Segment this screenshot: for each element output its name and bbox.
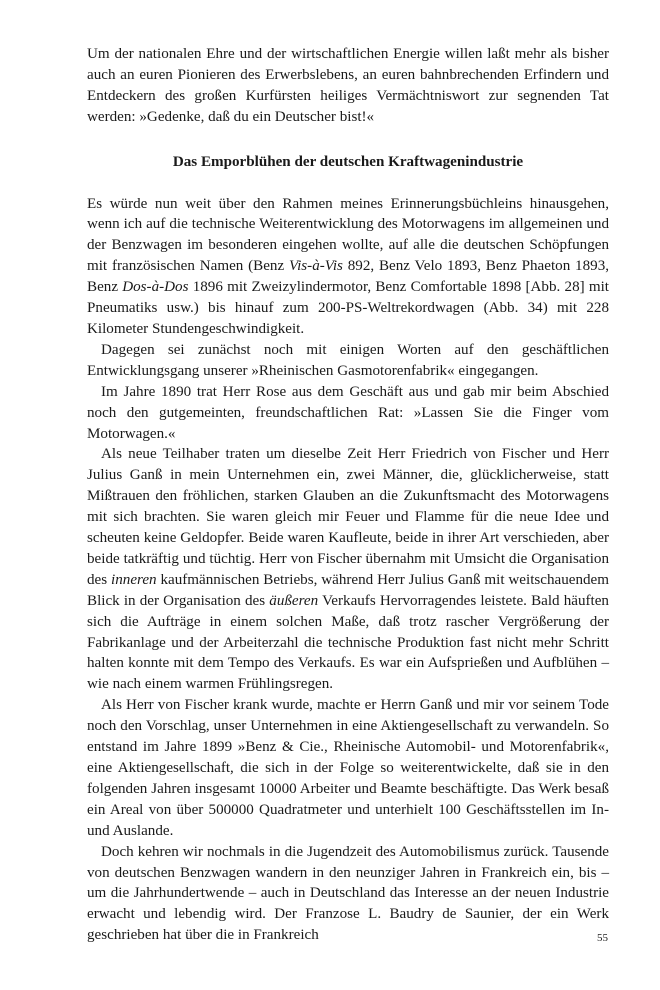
body-paragraph-1 <box>87 194 609 340</box>
body-paragraph-2: Dagegen sei zunächst noch mit einigen Worten auf den geschäftlichen Entwicklungsgang unserer »Rheinischen Gasmotorenfabrik« eingegangen. <box>87 341 609 379</box>
italic-run: Dos-à-Dos <box>122 279 189 296</box>
text-run: 1896 mit Zweizylindermotor, Benz Comfortable 1898 [Abb. 28] mit Pneumatiks usw.) bis hinauf zum 200-PS-Weltrekordwagen (Abb. 34) mit 228 Kilometer Stundengeschwindigkeit. <box>87 279 609 337</box>
italic-run: Vis-à-Vis <box>289 258 343 275</box>
italic-run: inneren <box>111 571 157 588</box>
body-paragraph-6: Doch kehren wir nochmals in die Jugendzeit des Automobilismus zurück. Tausende von deutschen Benzwagen wandern in den neunziger Jahren in Frankreich ein, bis – um die Jahrhundertwende – auch in Deutschland das Interesse an der neuen Industrie erwacht und lebendig wird. Der Franzose L. Baudry de Saunier, der ein Werk geschrieben hat über die in Frankreich <box>87 843 609 944</box>
text-run: kaufmännischen Betriebs, während Herr Julius Ganß mit weitschauendem Blick in der Organisation des <box>87 571 609 609</box>
page-body <box>87 44 609 946</box>
page-number: 55 <box>597 932 608 944</box>
body-paragraph-3: Im Jahre 1890 trat Herr Rose aus dem Geschäft aus und gab mir beim Abschied noch den gutgemeinten, freundschaftlichen Rat: »Lassen Sie die Finger vom Motorwagen.« <box>87 383 609 442</box>
text-run: Es würde nun weit über den Rahmen meines Erinnerungsbüchleins hinausgehen, wenn ich auf die technische Weiterentwicklung des Motorwagens im allgemeinen und der Benzwagen im besonderen eingehen wollte, auf alle die deutschen Schöpfungen mit französischen Namen (Benz <box>87 195 609 275</box>
body-paragraph-4 <box>87 444 609 695</box>
text-run: Verkaufs Hervorragendes leistete. Bald häuften sich die Aufträge in einem solchen Maße, daß trotz rascher Vergrößerung der Fabrikanlage und der Arbeiterzahl die technische Produktion fast nicht mehr Schritt halten konnte mit dem Tempo des Verkaufs. Es war ein Aufsprießen und Aufblühen – wie nach einem warmen Frühlingsregen. <box>87 592 609 693</box>
text-run: 892, Benz Velo 1893, Benz Phaeton 1893, Benz <box>87 258 610 296</box>
text-run: Als neue Teilhaber traten um dieselbe Zeit Herr Friedrich von Fischer und Herr Julius Ganß in mein Unternehmen ein, zwei Männer, die, glücklicherweise, statt Mißtrauen den fröhlichen, starken Glauben an die Zukunftsmacht des Motorwagens mit sich brachten. Sie waren gleich mir Feuer und Flamme für die neue Idee und scheuten keine Geldopfer. Beide waren Kaufleute, beide in ihrer Art verschieden, aber beide tatkräftig und tüchtig. Herr von Fischer übernahm mit Umsicht die Organisation des <box>87 446 609 588</box>
italic-run: äußeren <box>269 592 319 609</box>
section-heading: Das Emporblühen der deutschen Kraftwagenindustrie <box>172 153 524 170</box>
body-paragraph-5: Als Herr von Fischer krank wurde, machte er Herrn Ganß und mir vor seinem Tode noch den Vorschlag, unser Unternehmen in eine Aktiengesellschaft zu verwandeln. So entstand im Jahre 1899 »Benz & Cie., Rheinische Automobil- und Motorenfabrik«, eine Aktiengesellschaft, die sich in der Folge so weiterentwickelte, daß sie in den folgenden Jahren insgesamt 10000 Arbeiter und Beamte beschäftigte. Das Werk besaß ein Areal von über 500000 Quadratmeter und unterhielt 100 Geschäftsstellen im In- und Auslande. <box>87 697 609 839</box>
intro-paragraph: Um der nationalen Ehre und der wirtschaftlichen Energie willen laßt mehr als bisher auch an euren Pionieren des Erwerbslebens, an euren bahnbrechenden Erfindern und Entdeckern des großen Kurfürsten heiliges Vermächtniswort zur segnenden Tat werden: »Gedenke, daß du ein Deutscher bist!« <box>87 46 609 125</box>
